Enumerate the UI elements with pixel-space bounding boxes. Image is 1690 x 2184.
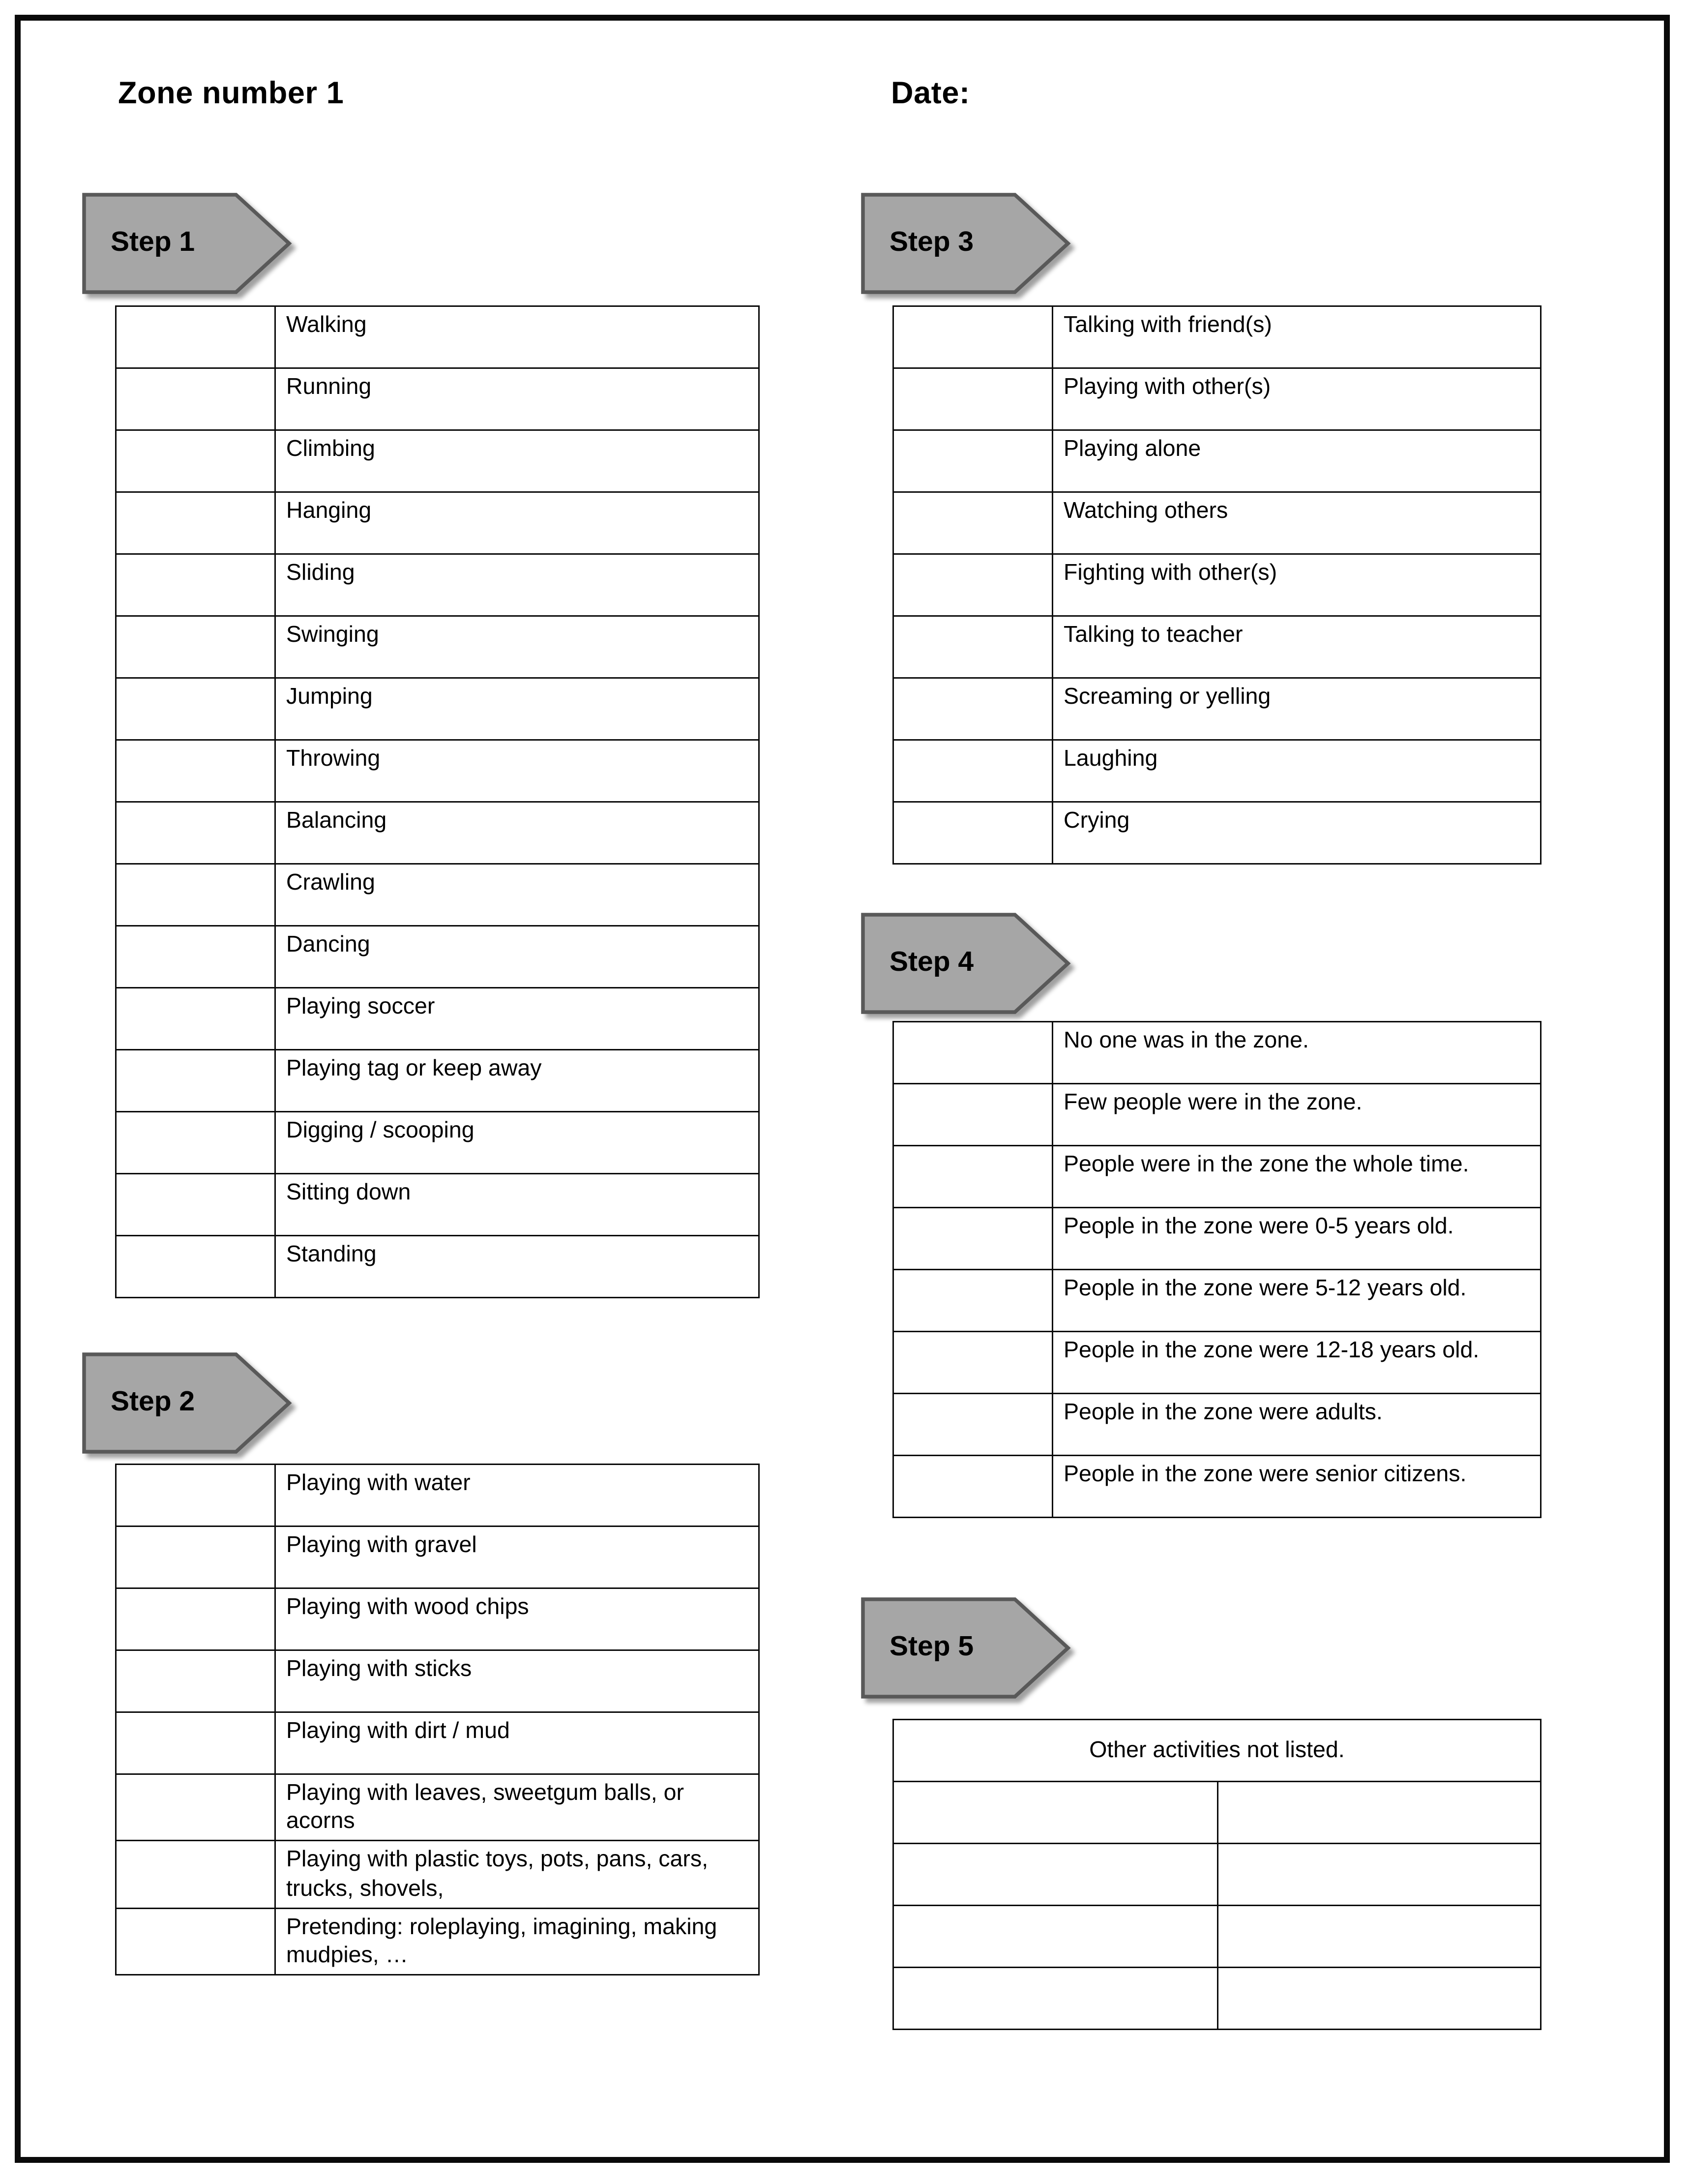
step4-banner-label: Step 4 (889, 947, 974, 978)
activity-label: Talking with friend(s) (1053, 306, 1541, 368)
tally-cell[interactable] (116, 1174, 275, 1236)
tally-cell[interactable] (893, 1844, 1217, 1906)
tally-cell[interactable] (893, 430, 1053, 492)
table-row (116, 1908, 759, 1975)
table-row (116, 554, 759, 616)
activity-label: Playing with dirt / mud (275, 1712, 759, 1774)
activity-label: No one was in the zone. (1053, 1022, 1541, 1084)
tally-cell[interactable] (116, 678, 275, 740)
tally-cell[interactable] (893, 1022, 1053, 1084)
step3-banner (860, 192, 1071, 295)
table-row (116, 740, 759, 802)
tally-cell[interactable] (893, 1394, 1053, 1456)
table-row (893, 1208, 1541, 1270)
tally-cell[interactable] (116, 926, 275, 988)
table-row (893, 1084, 1541, 1146)
table-row (116, 1841, 759, 1908)
activity-label: Balancing (275, 802, 759, 864)
activity-label: Talking to teacher (1053, 616, 1541, 678)
activity-label: Sitting down (275, 1174, 759, 1236)
table-row (116, 988, 759, 1050)
tally-cell[interactable] (893, 1906, 1217, 1968)
tally-cell[interactable] (116, 1712, 275, 1774)
activity-label: Digging / scooping (275, 1112, 759, 1174)
table-row (116, 1588, 759, 1650)
table-row (116, 306, 759, 368)
tally-cell[interactable] (893, 740, 1053, 802)
tally-cell[interactable] (116, 492, 275, 554)
activity-label: Laughing (1053, 740, 1541, 802)
activity-label: Hanging (275, 492, 759, 554)
activity-label: People in the zone were senior citizens. (1053, 1456, 1541, 1518)
tally-cell[interactable] (893, 554, 1053, 616)
step5-banner (860, 1596, 1071, 1700)
activity-label: Swinging (275, 616, 759, 678)
step2-banner-label: Step 2 (111, 1387, 195, 1418)
tally-cell[interactable] (893, 616, 1053, 678)
table-row (116, 368, 759, 430)
tally-cell[interactable] (116, 1774, 275, 1841)
tally-cell[interactable] (116, 554, 275, 616)
activity-label: Screaming or yelling (1053, 678, 1541, 740)
table-row (116, 1465, 759, 1526)
tally-cell[interactable] (116, 368, 275, 430)
tally-cell[interactable] (116, 988, 275, 1050)
activity-label: Playing with water (275, 1465, 759, 1526)
table-row (893, 1906, 1541, 1968)
tally-cell[interactable] (893, 1782, 1217, 1844)
table-row (893, 492, 1541, 554)
activity-label: People in the zone were adults. (1053, 1394, 1541, 1456)
activity-label: Playing with leaves, sweetgum balls, or acorns (275, 1774, 759, 1841)
activity-label: Running (275, 368, 759, 430)
table-row (893, 1844, 1541, 1906)
table-row (893, 368, 1541, 430)
tally-cell[interactable] (893, 1270, 1053, 1332)
activity-label: Playing with other(s) (1053, 368, 1541, 430)
activity-label: Walking (275, 306, 759, 368)
tally-cell[interactable] (893, 1456, 1053, 1518)
activity-label: Throwing (275, 740, 759, 802)
activity-label: Playing with gravel (275, 1526, 759, 1588)
activity-label: Playing soccer (275, 988, 759, 1050)
step4-banner (860, 912, 1071, 1015)
table-row (116, 616, 759, 678)
write-in-cell[interactable] (1217, 1844, 1541, 1906)
activity-label: Dancing (275, 926, 759, 988)
activity-label: People in the zone were 5-12 years old. (1053, 1270, 1541, 1332)
table-row (116, 430, 759, 492)
tally-cell[interactable] (893, 368, 1053, 430)
step1-activities-table (115, 305, 760, 1298)
step5-other-activities-table (892, 1719, 1542, 2030)
table-row (893, 1332, 1541, 1394)
table-row (116, 864, 759, 926)
tally-cell[interactable] (116, 1650, 275, 1712)
table-row (116, 1712, 759, 1774)
tally-cell[interactable] (893, 492, 1053, 554)
table-row (116, 492, 759, 554)
tally-cell[interactable] (893, 306, 1053, 368)
table-row (893, 554, 1541, 616)
step2-banner (81, 1351, 292, 1455)
table-row (893, 802, 1541, 864)
activity-label: Playing alone (1053, 430, 1541, 492)
table-row (116, 1526, 759, 1588)
table-row (893, 616, 1541, 678)
activity-label: Crawling (275, 864, 759, 926)
activity-label: Playing with sticks (275, 1650, 759, 1712)
write-in-cell[interactable] (1217, 1782, 1541, 1844)
table-row (116, 1650, 759, 1712)
table-row (116, 926, 759, 988)
tally-cell[interactable] (116, 1236, 275, 1298)
tally-cell[interactable] (116, 1908, 275, 1975)
activity-label: Sliding (275, 554, 759, 616)
tally-cell[interactable] (893, 802, 1053, 864)
zone-title: Zone number 1 (118, 77, 344, 111)
activity-label: People in the zone were 12-18 years old. (1053, 1332, 1541, 1394)
write-in-cell[interactable] (1217, 1968, 1541, 2030)
tally-cell[interactable] (116, 616, 275, 678)
table-row (893, 1146, 1541, 1208)
tally-cell[interactable] (893, 1208, 1053, 1270)
step1-banner (81, 192, 292, 295)
tally-cell[interactable] (116, 430, 275, 492)
tally-cell[interactable] (116, 1465, 275, 1526)
table-row (893, 740, 1541, 802)
table-row (116, 1112, 759, 1174)
table-row (893, 1394, 1541, 1456)
table-row (116, 1236, 759, 1298)
write-in-cell[interactable] (1217, 1906, 1541, 1968)
tally-cell[interactable] (116, 1526, 275, 1588)
activity-label: Few people were in the zone. (1053, 1084, 1541, 1146)
tally-cell[interactable] (116, 306, 275, 368)
tally-cell[interactable] (116, 740, 275, 802)
activity-label: Standing (275, 1236, 759, 1298)
step5-banner-label: Step 5 (889, 1632, 974, 1663)
table-row (893, 1782, 1541, 1844)
activity-label: Playing with plastic toys, pots, pans, cars, trucks, shovels, (275, 1841, 759, 1908)
table-row (893, 1270, 1541, 1332)
table-row (893, 1968, 1541, 2030)
table-row (893, 306, 1541, 368)
tally-cell[interactable] (893, 1332, 1053, 1394)
table-row (116, 678, 759, 740)
tally-cell[interactable] (116, 1112, 275, 1174)
tally-cell[interactable] (116, 864, 275, 926)
activity-label: Pretending: roleplaying, imagining, making mudpies, … (275, 1908, 759, 1975)
tally-cell[interactable] (893, 1084, 1053, 1146)
tally-cell[interactable] (893, 1968, 1217, 2030)
step4-people-table (892, 1021, 1542, 1518)
tally-cell[interactable] (116, 1588, 275, 1650)
table-row (893, 678, 1541, 740)
table-row (893, 1456, 1541, 1518)
table-row (116, 802, 759, 864)
other-activities-header: Other activities not listed. (893, 1720, 1541, 1782)
table-row (893, 1022, 1541, 1084)
table-row (116, 1174, 759, 1236)
activity-label: Climbing (275, 430, 759, 492)
step3-activities-table (892, 305, 1542, 865)
activity-label: Playing with wood chips (275, 1588, 759, 1650)
activity-label: Crying (1053, 802, 1541, 864)
table-row (116, 1774, 759, 1841)
tally-cell[interactable] (893, 1146, 1053, 1208)
activity-label: Watching others (1053, 492, 1541, 554)
table-header-row (893, 1720, 1541, 1782)
tally-cell[interactable] (116, 1841, 275, 1908)
activity-label: Jumping (275, 678, 759, 740)
table-row (893, 430, 1541, 492)
tally-cell[interactable] (893, 678, 1053, 740)
activity-label: Playing tag or keep away (275, 1050, 759, 1112)
step1-banner-label: Step 1 (111, 227, 195, 258)
tally-cell[interactable] (116, 802, 275, 864)
date-label: Date: (891, 77, 970, 111)
activity-label: Fighting with other(s) (1053, 554, 1541, 616)
step3-banner-label: Step 3 (889, 227, 974, 258)
tally-cell[interactable] (116, 1050, 275, 1112)
step2-activities-table (115, 1464, 760, 1976)
activity-label: People in the zone were 0-5 years old. (1053, 1208, 1541, 1270)
table-row (116, 1050, 759, 1112)
activity-label: People were in the zone the whole time. (1053, 1146, 1541, 1208)
